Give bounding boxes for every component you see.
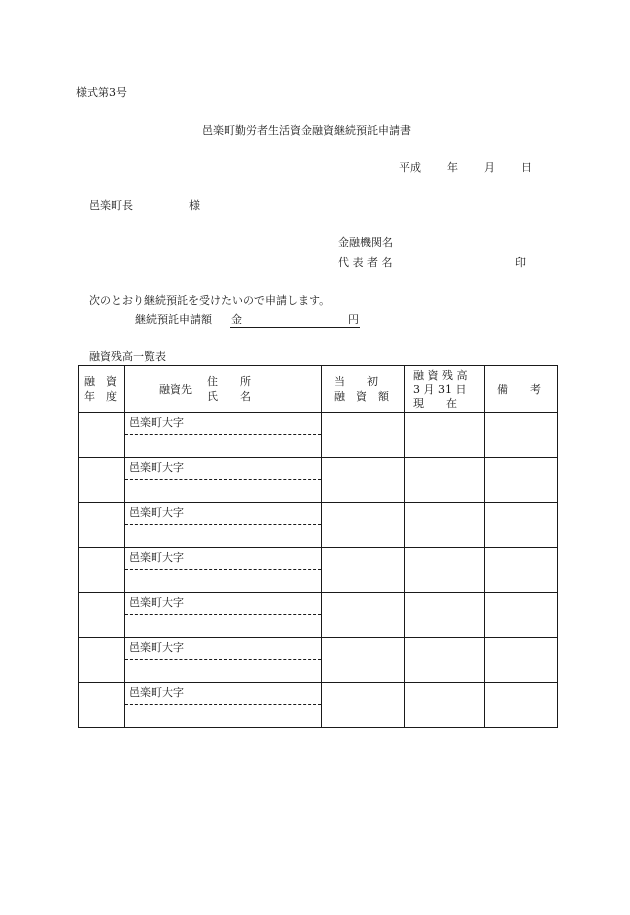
table-row	[79, 503, 558, 548]
date-month: 月	[484, 161, 495, 174]
document-title: 邑楽町勤労者生活資金融資継続預託申請書	[202, 124, 411, 137]
loan-year-cell[interactable]	[79, 458, 125, 503]
loan-year-cell[interactable]	[79, 548, 125, 593]
header-borrower	[125, 366, 322, 413]
table-row	[79, 548, 558, 593]
borrower-address[interactable]: 邑楽町大字	[125, 683, 321, 705]
date-era: 平成	[399, 161, 421, 174]
amount-prefix: 金	[231, 313, 242, 326]
borrower-name[interactable]	[125, 705, 321, 727]
borrower-name[interactable]	[125, 435, 321, 457]
initial-amount-cell[interactable]	[322, 683, 405, 728]
form-number: 様式第3号	[76, 86, 127, 99]
initial-amount-cell[interactable]	[322, 548, 405, 593]
header-initial-amount	[322, 366, 405, 413]
balance-cell[interactable]	[405, 638, 485, 683]
loan-year-cell[interactable]	[79, 413, 125, 458]
header-remarks-label: 備 考	[497, 383, 541, 396]
addressee	[89, 199, 200, 213]
header-balance	[405, 366, 485, 413]
borrower-cell	[125, 683, 322, 728]
addressee-honorific: 様	[189, 199, 200, 212]
borrower-cell	[125, 458, 322, 503]
loan-year-cell[interactable]	[79, 503, 125, 548]
remarks-cell[interactable]	[485, 638, 558, 683]
borrower-cell	[125, 638, 322, 683]
borrower-address[interactable]: 邑楽町大字	[125, 638, 321, 660]
borrower-cell	[125, 593, 322, 638]
header-address: 住 所	[207, 375, 251, 388]
remarks-cell[interactable]	[485, 413, 558, 458]
remarks-cell[interactable]	[485, 458, 558, 503]
borrower-address[interactable]: 邑楽町大字	[125, 503, 321, 525]
table-row	[79, 638, 558, 683]
remarks-cell[interactable]	[485, 503, 558, 548]
initial-amount-cell[interactable]	[322, 458, 405, 503]
amount-label: 継続預託申請額	[135, 313, 212, 326]
balance-cell[interactable]	[405, 548, 485, 593]
borrower-name[interactable]	[125, 525, 321, 547]
remarks-cell[interactable]	[485, 548, 558, 593]
table-row	[79, 458, 558, 503]
remarks-cell[interactable]	[485, 593, 558, 638]
header-initial-line1: 当 初	[334, 375, 378, 388]
borrower-name[interactable]	[125, 480, 321, 502]
loan-year-cell[interactable]	[79, 638, 125, 683]
table-title: 融資残高一覧表	[89, 350, 166, 363]
amount-field[interactable]	[230, 313, 360, 328]
borrower-address[interactable]: 邑楽町大字	[125, 413, 321, 435]
initial-amount-cell[interactable]	[322, 638, 405, 683]
header-balance-line3: 現 在	[413, 397, 457, 410]
loan-year-cell[interactable]	[79, 683, 125, 728]
addressee-name: 邑楽町長	[89, 199, 133, 212]
header-name: 氏 名	[207, 390, 251, 403]
remarks-cell[interactable]	[485, 683, 558, 728]
header-balance-line2: 3 月 31 日	[413, 383, 467, 396]
loan-balance-table	[78, 365, 558, 728]
initial-amount-cell[interactable]	[322, 503, 405, 548]
seal-mark: 印	[515, 256, 526, 269]
representative-label: 代 表 者 名	[338, 256, 393, 269]
date-year: 年	[447, 161, 458, 174]
borrower-cell	[125, 548, 322, 593]
table-row	[79, 683, 558, 728]
balance-cell[interactable]	[405, 683, 485, 728]
borrower-name[interactable]	[125, 660, 321, 682]
header-loan-year-line1: 融 資	[84, 375, 117, 388]
date-day: 日	[521, 161, 532, 174]
borrower-cell	[125, 503, 322, 548]
balance-cell[interactable]	[405, 413, 485, 458]
table-row	[79, 413, 558, 458]
amount-unit: 円	[348, 313, 359, 326]
header-balance-line1: 融 資 残 高	[413, 369, 468, 382]
borrower-name[interactable]	[125, 615, 321, 637]
header-borrower-label: 融資先	[159, 383, 192, 396]
header-initial-line2: 融 資 額	[334, 390, 389, 403]
balance-cell[interactable]	[405, 503, 485, 548]
request-text: 次のとおり継続預託を受けたいので申請します。	[89, 294, 331, 307]
table-row	[79, 593, 558, 638]
header-loan-year	[79, 366, 125, 413]
loan-year-cell[interactable]	[79, 593, 125, 638]
borrower-name[interactable]	[125, 570, 321, 592]
initial-amount-cell[interactable]	[322, 593, 405, 638]
date-line	[399, 161, 532, 175]
header-loan-year-line2: 年 度	[84, 390, 117, 403]
initial-amount-cell[interactable]	[322, 413, 405, 458]
balance-cell[interactable]	[405, 458, 485, 503]
header-remarks	[485, 366, 558, 413]
borrower-address[interactable]: 邑楽町大字	[125, 458, 321, 480]
borrower-cell	[125, 413, 322, 458]
borrower-address[interactable]: 邑楽町大字	[125, 593, 321, 615]
borrower-address[interactable]: 邑楽町大字	[125, 548, 321, 570]
balance-cell[interactable]	[405, 593, 485, 638]
institution-label: 金融機関名	[338, 236, 393, 249]
